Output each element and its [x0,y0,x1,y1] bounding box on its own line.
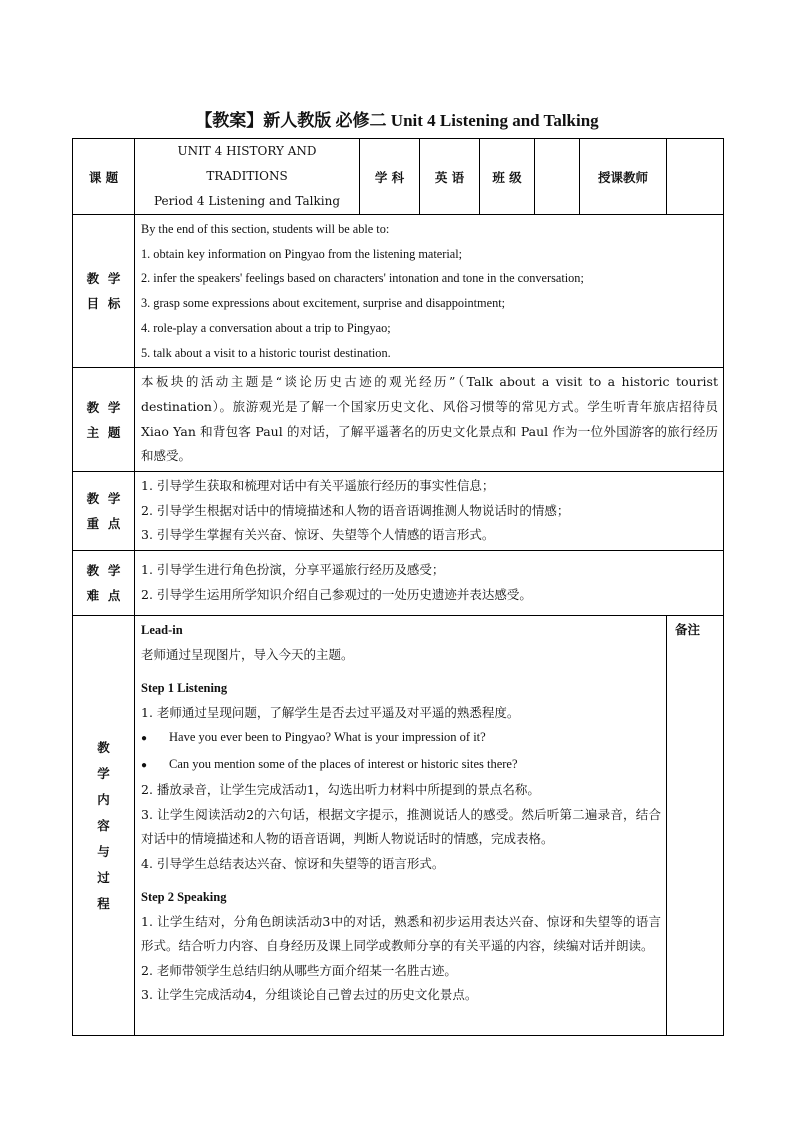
header-row [73,139,724,215]
teacher-label: 授课教师 [580,139,667,215]
class-value [535,139,580,215]
step2-item: 1. 让学生结对，分角色朗读活动3中的对话，熟悉和初步运用表达兴奋、惊讶和失望等的语言形式。结合听力内容、自身经历及课上同学或教师分享的有关平遥的内容，续编对话并朗读。 [141,913,661,954]
objectives-row [73,215,724,368]
process-content [135,616,667,1036]
theme-content [135,368,724,472]
objective-line: 3. grasp some expressions about excitement, surprise and disappointment; [141,296,506,311]
key-point-line: 1. 引导学生获取和梳理对话中有关平遥旅行经历的事实性信息； [141,478,495,494]
step1-item: 4. 引导学生总结表达兴奋、惊讶和失望等的语言形式。 [141,855,445,871]
topic-value [135,139,360,215]
theme-row [73,368,724,472]
step1-item: 1. 老师通过呈现问题，了解学生是否去过平遥及对平遥的熟悉程度。 [141,704,520,720]
objectives-label: 教 学 目 标 [73,215,135,368]
key-points-content [135,472,724,551]
process-row [73,616,724,1036]
step1-item: 2. 播放录音，让学生完成活动1，勾选出听力材料中所提到的景点名称。 [141,782,540,798]
topic-label: 课 题 [73,139,135,215]
theme-label: 教 学 主 题 [73,368,135,472]
key-point-line: 2. 引导学生根据对话中的情境描述和人物的语音语调推测人物说话时的情感； [141,502,570,518]
topic-line: UNIT 4 HISTORY AND [177,144,317,158]
step2-item: 3. 让学生完成活动4，分组谈论自己曾去过的历史文化景点。 [141,987,478,1003]
difficulties-row [73,551,724,616]
difficulty-line: 1. 引导学生进行角色扮演，分享平遥旅行经历及感受； [141,562,445,578]
subject-label: 学 科 [360,139,420,215]
remarks-column: 备注 [667,616,724,1036]
key-points-label: 教 学 重 点 [73,472,135,551]
difficulty-line: 2. 引导学生运用所学知识介绍自己参观过的一处历史遗迹并表达感受。 [141,587,532,603]
step2-item: 2. 老师带领学生总结归纳从哪些方面介绍某一名胜古迹。 [141,962,457,978]
step1-item: 3. 让学生阅读活动2的六句话，根据文字提示，推测说话人的感受。然后听第二遍录音，结合对话中的情境描述和人物的语音语调，判断人物说话时的情感，完成表格。 [141,806,661,847]
objective-line: By the end of this section, students will be able to: [141,222,390,236]
leadin-title: Lead-in [141,623,183,638]
step1-title: Step 1 Listening [141,681,228,696]
objectives-content [135,215,724,368]
process-label: 教 学 内 容 与 过 程 [73,616,135,1036]
theme-text: 本板块的活动主题是“谈论历史古迹的观光经历”（Talk about a visit to a historic tourist destination）。旅游观光是了解一个国家历史文化、风俗习惯等的常见方式。学生听青年旅店招待员 Xiao Yan 和背包客 Paul 的对话，了解平遥著名的历史文化景点和 Paul 作为一位外国游客的旅行经历和感受。 [141,374,718,464]
objective-line: 1. obtain key information on Pingyao from the listening material; [141,246,463,261]
difficulties-content [135,551,724,616]
step1-bullet: ● Have you ever been to Pingyao? What is your impression of it? [141,725,661,752]
topic-line: TRADITIONS [206,169,288,183]
teacher-value [667,139,724,215]
objective-line: 4. role-play a conversation about a trip to Pingyao; [141,320,391,335]
class-label: 班 级 [480,139,535,215]
key-point-line: 3. 引导学生掌握有关兴奋、惊讶、失望等个人情感的语言形式。 [141,527,495,543]
topic-line: Period 4 Listening and Talking [153,194,341,208]
lesson-plan-table [72,138,724,1036]
objective-line: 5. talk about a visit to a historic tourist destination. [141,345,391,360]
key-points-row [73,472,724,551]
subject-value: 英 语 [420,139,480,215]
difficulties-label: 教 学 难 点 [73,551,135,616]
step1-bullet: ● Can you mention some of the places of interest or historic sites there? [141,752,661,779]
leadin-text: 老师通过呈现图片，导入今天的主题。 [141,646,354,662]
step2-title: Step 2 Speaking [141,890,227,905]
objective-line: 2. infer the speakers' feelings based on characters' intonation and tone in the conversation; [141,271,584,286]
document-title: 【教案】新人教版 必修二 Unit 4 Listening and Talking [195,111,599,130]
